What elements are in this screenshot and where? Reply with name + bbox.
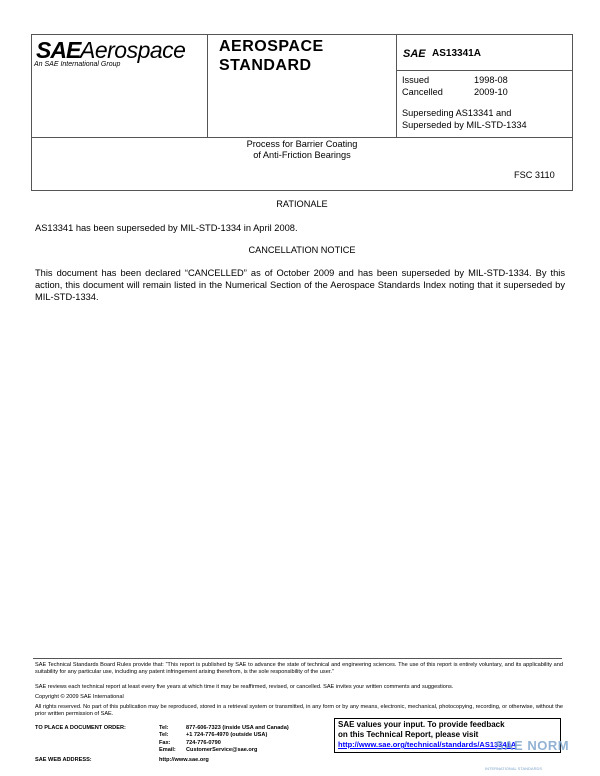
tel-outside-usa: +1 724-776-4970 (outside USA) xyxy=(186,732,268,738)
document-title xyxy=(31,139,573,161)
web-label: SAE WEB ADDRESS: xyxy=(35,757,92,763)
tel2-label: Tel: xyxy=(159,732,169,738)
document-number: AS13341A xyxy=(432,48,481,59)
feedback-link[interactable]: http://www.sae.org/technical/standards/AS13341A xyxy=(338,740,517,749)
order-label: TO PLACE A DOCUMENT ORDER: xyxy=(35,725,126,731)
footer-rule xyxy=(33,658,562,659)
fsc-code: FSC 3110 xyxy=(514,170,555,180)
aerospace-logo-text: Aerospace xyxy=(80,37,186,63)
cancelled-label: Cancelled xyxy=(402,87,443,97)
cancellation-heading: CANCELLATION NOTICE xyxy=(248,245,356,255)
web-link[interactable]: http://www.sae.org xyxy=(159,757,209,763)
header-rule-main xyxy=(31,137,573,138)
footer-review-text: SAE reviews each technical report at least every five years at which time it may be reaffirmed, revised, or cancelled. SAE invites your written comments and suggestions. xyxy=(35,684,454,690)
issued-label: Issued xyxy=(402,75,430,85)
rationale-text: AS13341 has been superseded by MIL-STD-1334 in April 2008. xyxy=(35,223,298,233)
watermark-subtitle: INTERNATIONAL STANDARDS xyxy=(485,766,543,771)
cancellation-text: This document has been declared “CANCELLED” as of October 2009 and has been superseded by MIL-STD-1334. By this action, this document will remain listed in the Numerical Section of the Aerospace Standards Index noting that it superseded by MIL-STD-1334. xyxy=(35,268,565,302)
issued-value: 1998-08 xyxy=(474,75,508,85)
logo-subtitle: An SAE International Group xyxy=(34,61,121,68)
superseding-line1: Superseding AS13341 and xyxy=(402,108,512,118)
fax-number: 724-776-0790 xyxy=(186,740,221,746)
footer-rules-text: SAE Technical Standards Board Rules provide that: “This report is published by SAE to advance the state of technical and engineering sciences. The use of this report is entirely voluntary, and its applicability and suitability for any particular use, including any patent infringement arising therefrom, is the sole responsibility of the user.” xyxy=(35,662,563,675)
email-link[interactable]: CustomerService@sae.org xyxy=(186,747,258,753)
tel-inside-usa: 877-606-7323 (inside USA and Canada) xyxy=(186,725,289,731)
standard-title xyxy=(219,37,324,75)
tel-label: Tel: xyxy=(159,725,169,731)
sae-logo: SAE xyxy=(36,37,81,63)
feedback-line1: SAE values your input. To provide feedback xyxy=(338,720,505,729)
watermark-logo: SAE NORM xyxy=(495,738,570,753)
sae-small-logo: SAE xyxy=(403,48,426,60)
superseding-line2: Superseded by MIL-STD-1334 xyxy=(402,120,527,130)
footer-rights-text: All rights reserved. No part of this publication may be reproduced, stored in a retrieval system or transmitted, in any form or by any means, electronic, mechanical, photocopying, recording, or otherwise, without the prior written permission of SAE. xyxy=(35,704,563,717)
footer-copyright: Copyright © 2009 SAE International xyxy=(35,694,124,700)
header-divider-left xyxy=(207,34,208,137)
fax-label: Fax: xyxy=(159,740,171,746)
header-rule-right xyxy=(396,70,573,71)
feedback-line2: on this Technical Report, please visit xyxy=(338,730,479,739)
standard-title-line1: AEROSPACE xyxy=(219,38,324,55)
header-divider-right xyxy=(396,34,397,137)
rationale-heading: RATIONALE xyxy=(276,199,328,209)
document-title-line1: Process for Barrier Coating xyxy=(246,139,358,149)
document-title-line2: of Anti-Friction Bearings xyxy=(253,150,351,160)
standard-title-line2: STANDARD xyxy=(219,57,312,74)
email-label: Email: xyxy=(159,747,176,753)
cancelled-value: 2009-10 xyxy=(474,87,508,97)
